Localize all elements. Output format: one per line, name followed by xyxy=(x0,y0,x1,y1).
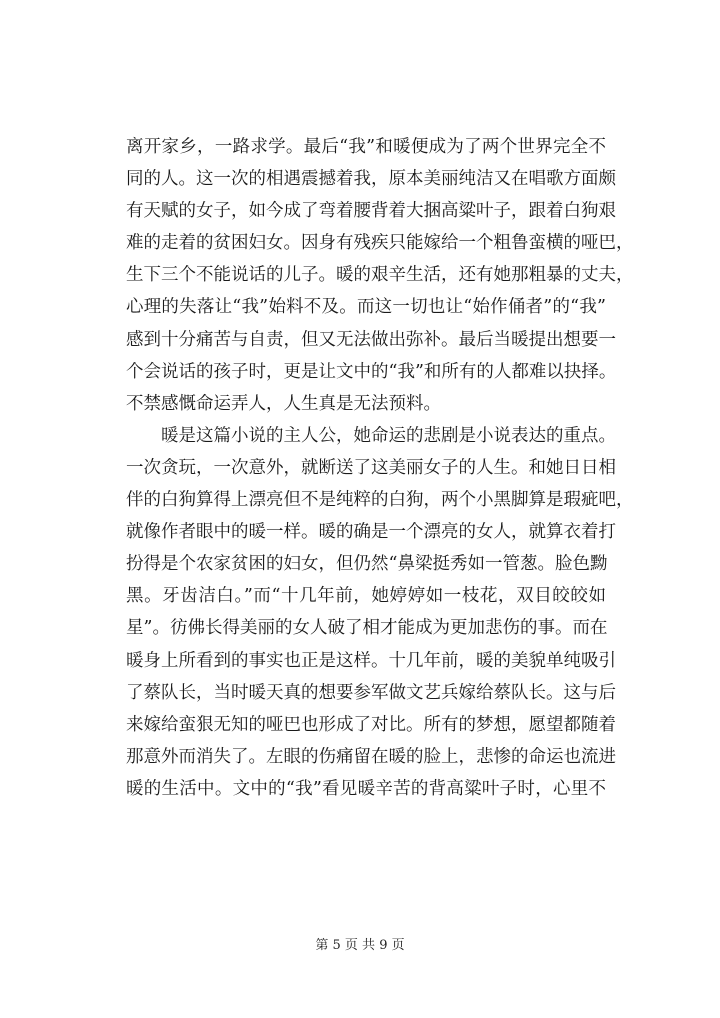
page-footer: 第 5 页 共 9 页 xyxy=(315,938,405,953)
text-line: 感到十分痛苦与自责，但又无法做出弥补。最后当暖提出想要一 xyxy=(126,329,616,350)
text-line: 了蔡队长，当时暖天真的想要参军做文艺兵嫁给蔡队长。这与后 xyxy=(126,682,616,703)
text-line: 离开家乡，一路求学。最后“我”和暖便成为了两个世界完全不 xyxy=(126,137,606,157)
text-line: 生下三个不能说话的儿子。暖的艰辛生活，还有她那粗暴的丈夫， xyxy=(126,265,634,286)
text-line: 来嫁给蛮狠无知的哑巴也形成了对比。所有的梦想，愿望都随着 xyxy=(126,714,616,735)
text-line: 伴的白狗算得上漂亮但不是纯粹的白狗，两个小黑脚算是瑕疵吧， xyxy=(126,490,634,511)
text-line: 暖的生活中。文中的“我”看见暖辛苦的背高粱叶子时，心里不 xyxy=(126,778,606,799)
paragraph xyxy=(126,131,634,420)
body-text xyxy=(126,131,634,805)
text-line: 有天赋的女子，如今成了弯着腰背着大捆高粱叶子，跟着白狗艰 xyxy=(126,201,616,222)
text-line: 暖是这篇小说的主人公，她命运的悲剧是小说表达的重点。 xyxy=(161,425,616,446)
paragraph xyxy=(126,420,634,805)
text-line: 暖身上所看到的事实也正是这样。十几年前，暖的美貌单纯吸引 xyxy=(126,650,616,671)
text-line: 星”。彷佛长得美丽的女人破了相才能成为更加悲伤的事。而在 xyxy=(126,618,608,639)
text-line: 不禁感慨命运弄人，人生真是无法预料。 xyxy=(126,393,441,414)
text-line: 黑。牙齿洁白。”而“十几年前，她婷婷如一枝花，双目皎皎如 xyxy=(126,586,606,607)
text-line: 个会说话的孩子时，更是让文中的“我”和所有的人都难以抉择。 xyxy=(126,361,617,382)
text-line: 同的人。这一次的相遇震撼着我，原本美丽纯洁又在唱歌方面颇 xyxy=(126,169,616,190)
text-line: 一次贪玩，一次意外，就断送了这美丽女子的人生。和她日日相 xyxy=(126,457,616,478)
text-line: 那意外而消失了。左眼的伤痛留在暖的脸上，悲惨的命运也流进 xyxy=(126,746,616,767)
text-line: 就像作者眼中的暖一样。暖的确是一个漂亮的女人，就算衣着打 xyxy=(126,522,616,543)
text-line: 心理的失落让“我”始料不及。而这一切也让“始作俑者”的“我” xyxy=(126,297,606,318)
text-line: 扮得是个农家贫困的妇女，但仍然“鼻梁挺秀如一管葱。脸色黝 xyxy=(126,554,608,575)
text-line: 难的走着的贫困妇女。因身有残疾只能嫁给一个粗鲁蛮横的哑巴， xyxy=(126,233,634,254)
